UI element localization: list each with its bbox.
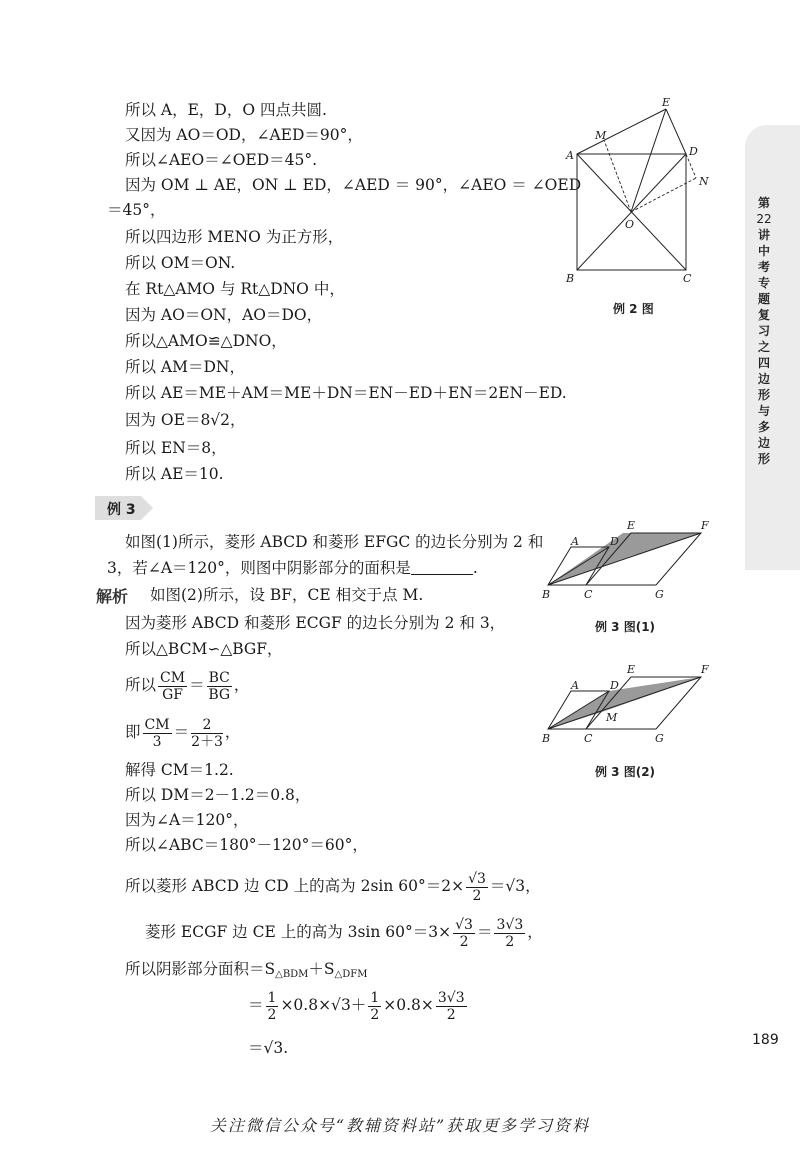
label-D: D: [610, 679, 619, 692]
step-4: 即 $\frac{CM}{3}$ ＝ $\frac{2}{2+3}$ ，: [125, 716, 241, 750]
label-O: O: [625, 218, 635, 231]
label-G: G: [655, 732, 664, 745]
caption-example-2: 例 2 图: [613, 302, 654, 316]
step-8: 所以∠ABC＝180°－120°＝60°，: [125, 836, 368, 854]
proof-line: 因为 AO＝ON，AO＝DO，: [125, 306, 323, 324]
label-N: N: [699, 175, 709, 188]
tab-char: 讲: [757, 228, 770, 242]
tab-char: 第: [757, 196, 770, 210]
problem-line-1: 如图(1)所示，菱形 ABCD 和菱形 EFGC 的边长分别为 2 和: [125, 533, 544, 551]
label-A: A: [571, 679, 579, 692]
proof-line: 所以 AE＝10.: [125, 465, 224, 483]
label-C: C: [584, 588, 593, 601]
label-E: E: [662, 98, 671, 109]
proof-line: 在 Rt△AMO 与 Rt△DNO 中，: [125, 280, 345, 298]
label-E: E: [627, 519, 636, 532]
step-13: ＝√3.: [248, 1039, 289, 1057]
label-C: C: [584, 732, 593, 745]
analysis-label: 解析: [96, 587, 129, 606]
tab-char: 专: [757, 276, 770, 290]
footer-note: 关注微信公众号“教辅资料站”获取更多学习资料: [209, 1116, 591, 1135]
chapter-tab-text: [754, 195, 774, 467]
example-3-label-text: 例 3: [107, 502, 136, 518]
problem-line-2: 3，若∠A＝120°，则图中阴影部分的面积是 .: [107, 559, 478, 577]
label-G: G: [655, 588, 664, 601]
label-A: A: [571, 535, 579, 548]
step-3: 所以 $\frac{CM}{GF}$ ＝ $\frac{BC}{BG}$ ，: [125, 669, 250, 703]
proof-line: 又因为 AO＝OD，∠AED＝90°，: [125, 126, 363, 144]
tab-char: 四: [757, 356, 770, 370]
figure-example-2: [560, 98, 710, 283]
step-5: 解得 CM＝1.2.: [125, 761, 234, 779]
analysis-intro: 如图(2)所示，设 BF，CE 相交于点 M.: [150, 586, 424, 604]
step-2: 所以△BCM∽△BGF，: [125, 640, 283, 658]
label-C: C: [683, 272, 692, 283]
proof-line: 因为 OE＝8√2，: [125, 411, 246, 429]
tab-char: 边: [757, 436, 770, 450]
proof-line: 因为 OM ⊥ AE，ON ⊥ ED，∠AED ＝ 90°，∠AEO ＝ ∠OED: [125, 176, 582, 194]
tab-char: 多: [757, 420, 770, 434]
proof-line: 所以四边形 MENO 为正方形，: [125, 228, 344, 246]
proof-line: 所以 EN＝8，: [125, 439, 227, 457]
tab-char: 之: [757, 340, 770, 354]
figure-example-3-2: [540, 662, 710, 747]
tab-char: 形: [757, 388, 770, 402]
proof-line: 所以 OM＝ON.: [125, 254, 236, 272]
caption-example-3-1: 例 3 图(1): [595, 620, 656, 634]
tab-char: 边: [757, 372, 770, 386]
tab-char: 考: [757, 260, 770, 274]
label-B: B: [542, 588, 551, 601]
tab-char: 题: [757, 292, 770, 306]
proof-line: 所以 AE＝ME＋AM＝ME＋DN＝EN－ED＋EN＝2EN－ED.: [125, 384, 567, 402]
label-M: M: [595, 129, 607, 142]
example-3-label: [95, 496, 155, 520]
tab-char: 22: [756, 212, 772, 226]
tab-char: 中: [757, 244, 770, 258]
step-9: 所以菱形 ABCD 边 CD 上的高为 2sin 60°＝2× $\frac{√3}{2}$ ＝√3，: [125, 870, 541, 904]
label-M: M: [606, 711, 618, 724]
label-D: D: [610, 535, 619, 548]
label-E: E: [627, 663, 636, 676]
label-A: A: [566, 149, 574, 162]
proof-line: 所以∠AEO＝∠OED＝45°.: [125, 151, 318, 169]
proof-line: ＝45°，: [107, 201, 166, 219]
proof-line: 所以△AMO≌△DNO，: [125, 332, 287, 350]
step-7: 因为∠A＝120°，: [125, 811, 249, 829]
step-12: ＝ $\frac{1}{2}$ ×0.8×√3＋ $\frac{1}{2}$ ×0.8× $\frac{3√3}{2}$: [248, 989, 465, 1023]
tab-char: 复: [757, 308, 770, 322]
label-B: B: [542, 732, 551, 745]
step-11: 所以阴影部分面积$=S_{\triangle BDM}+S_{\triangle DFM}$: [125, 960, 368, 980]
tab-char: 习: [757, 324, 770, 338]
label-F: F: [701, 519, 709, 532]
page-number: 189: [752, 1032, 779, 1048]
step-6: 所以 DM＝2－1.2＝0.8，: [125, 786, 311, 804]
step-1: 因为菱形 ABCD 和菱形 ECGF 的边长分别为 2 和 3，: [125, 614, 506, 632]
caption-example-3-2: 例 3 图(2): [595, 765, 656, 779]
label-F: F: [701, 663, 709, 676]
proof-line: 所以 A，E，D，O 四点共圆.: [125, 101, 327, 119]
figure-example-3-1: [540, 518, 710, 603]
label-B: B: [566, 272, 575, 283]
step-10: 菱形 ECGF 边 CE 上的高为 3sin 60°＝3× $\frac{√3}{2}$ ＝ $\frac{3√3}{2}$ ，: [145, 916, 543, 950]
tab-char: 形: [757, 452, 770, 466]
tab-char: 与: [757, 404, 770, 418]
label-D: D: [689, 145, 698, 158]
proof-line: 所以 AM＝DN，: [125, 358, 245, 376]
answer-blank: [411, 560, 473, 575]
